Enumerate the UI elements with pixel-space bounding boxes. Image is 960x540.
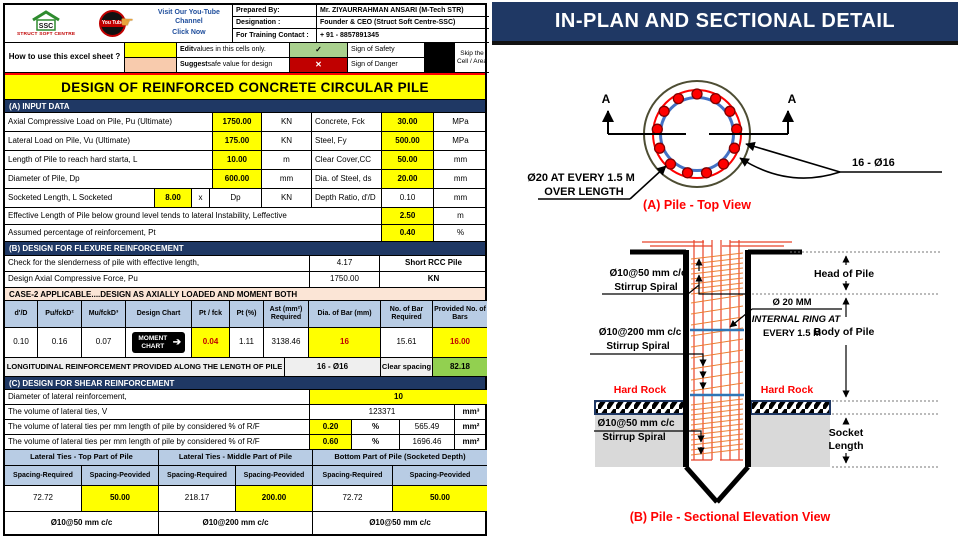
pile-top-view bbox=[527, 81, 942, 212]
moment-chart-label: MOMENT CHART bbox=[138, 335, 168, 350]
legend-notes bbox=[177, 43, 290, 73]
ring-spacing-label-line2: OVER LENGTH bbox=[544, 186, 624, 198]
socketed-row bbox=[5, 189, 485, 208]
depth-ratio-value: 0.10 bbox=[382, 189, 434, 208]
stirrup2-label: Ø10@200 mm c/c bbox=[598, 327, 682, 338]
steel-dia-value[interactable]: 20.00 bbox=[382, 170, 434, 189]
longitudinal-label: LONGITUDINAL REINFORCEMENT PROVIDED ALONG THE LENGTH OF PILE bbox=[5, 358, 285, 377]
ties-pct2-value[interactable]: 0.60 bbox=[310, 435, 352, 450]
ssc-logo bbox=[17, 10, 75, 37]
slenderness-label: Check for the slenderness of pile with effective length, bbox=[5, 256, 310, 272]
socketed-length-label: Socketed Length, L Socketed bbox=[5, 189, 155, 208]
socketed-dp: Dp bbox=[210, 189, 262, 208]
ties-pct1-unit: % bbox=[352, 420, 400, 435]
design-axial-value: 1750.00 bbox=[310, 272, 380, 288]
bot-req-header: Spacing-Required bbox=[313, 466, 393, 486]
col-mu: Mu/fckD³ bbox=[82, 301, 126, 328]
clear-spacing-label: Clear spacing bbox=[381, 358, 433, 377]
socket-length-label-line1: Socket bbox=[828, 427, 864, 439]
elevation-caption: (B) Pile - Sectional Elevation View bbox=[629, 510, 831, 524]
hand-pointer-icon: ☛ bbox=[120, 14, 134, 32]
concrete-label: Concrete, Fck bbox=[312, 113, 382, 132]
top-result: Ø10@50 mm c/c bbox=[5, 512, 159, 534]
mid-req-value: 218.17 bbox=[159, 486, 236, 512]
input-row bbox=[5, 170, 485, 189]
prepared-by-label: Prepared By: bbox=[233, 5, 317, 17]
clear-cover-value[interactable]: 50.00 bbox=[382, 151, 434, 170]
hard-rock-right-label: Hard Rock bbox=[760, 384, 814, 396]
steel-value[interactable]: 500.00 bbox=[382, 132, 434, 151]
steel-unit: MPa bbox=[434, 132, 487, 151]
socket-length-label-line2: Length bbox=[828, 440, 864, 452]
col-provided: Provided No. of Bars bbox=[433, 301, 487, 328]
mid-req-header: Spacing-Required bbox=[159, 466, 236, 486]
pt-value: 1.11 bbox=[230, 328, 264, 358]
ties-subheaders bbox=[5, 466, 485, 486]
legend-block bbox=[5, 43, 485, 73]
lateral-load-unit: KN bbox=[262, 132, 312, 151]
socketed-unit: KN bbox=[262, 189, 312, 208]
ring-spacing-label-line1: Ø20 AT EVERY 1.5 M bbox=[527, 172, 635, 184]
effective-length-unit: m bbox=[434, 208, 487, 225]
input-row bbox=[5, 151, 485, 170]
slenderness-row bbox=[5, 256, 485, 272]
col-design-chart: Design Chart bbox=[126, 301, 192, 328]
rock-strip-left bbox=[595, 401, 684, 414]
clear-spacing-value: 82.18 bbox=[433, 358, 487, 377]
sheet-title: DESIGN OF REINFORCED CONCRETE CIRCULAR PILE bbox=[5, 73, 485, 100]
click-now-link[interactable]: Click Now bbox=[172, 28, 206, 36]
ssc-logo-subtitle: STRUCT SOFT CENTRE bbox=[17, 31, 76, 37]
ties-pct1-label: The volume of lateral ties per mm length of pile by considered % of R/F bbox=[5, 420, 310, 435]
detail-panel bbox=[490, 0, 960, 540]
section-letter-right: A bbox=[787, 92, 797, 106]
visit-line2: Channel bbox=[175, 18, 203, 26]
socketed-length-value[interactable]: 8.00 bbox=[155, 189, 192, 208]
lateral-load-label: Lateral Load on Pile, Vu (Ultimate) bbox=[5, 132, 213, 151]
ties-top-title: Lateral Ties - Top Part of Pile bbox=[5, 450, 159, 466]
youtube-button[interactable] bbox=[99, 10, 133, 37]
ties-volume-label: The volume of lateral ties, V bbox=[5, 405, 310, 420]
axial-load-label: Axial Compressive Load on Pile, Pu (Ultimate) bbox=[5, 113, 213, 132]
axial-load-value[interactable]: 1750.00 bbox=[213, 113, 262, 132]
concrete-value[interactable]: 30.00 bbox=[382, 113, 434, 132]
steel-dia-unit: mm bbox=[434, 170, 487, 189]
pu-value: 0.16 bbox=[38, 328, 82, 358]
provided-bars-value[interactable]: 16.00 bbox=[433, 328, 487, 358]
sign-swatches bbox=[290, 43, 348, 73]
case2-values-row bbox=[5, 328, 485, 358]
stirrup1-sublabel: Stirrup Spiral bbox=[614, 282, 678, 293]
edit-note: values in this cells only. bbox=[193, 46, 266, 54]
pile-length-label: Length of Pile to reach hard starta, L bbox=[5, 151, 213, 170]
arrow-right-icon: ➔ bbox=[172, 337, 182, 348]
ties-pct-row-1 bbox=[5, 420, 485, 435]
lateral-dia-label: Diameter of lateral reinforcement, bbox=[5, 390, 310, 405]
input-row bbox=[5, 132, 485, 151]
ties-pct2-unit: % bbox=[352, 435, 400, 450]
designation-label: Designation : bbox=[233, 17, 317, 29]
dia-bar-value[interactable]: 16 bbox=[309, 328, 381, 358]
slenderness-value: 4.17 bbox=[310, 256, 380, 272]
body-of-pile-label: Body of Pile bbox=[813, 326, 875, 338]
effective-length-value[interactable]: 2.50 bbox=[382, 208, 434, 225]
ast-value: 3138.46 bbox=[264, 328, 309, 358]
visit-line1: Visit Our You-Tube bbox=[157, 9, 220, 17]
stirrup3-sublabel: Stirrup Spiral bbox=[602, 432, 666, 443]
clear-cover-unit: mm bbox=[434, 151, 487, 170]
ring-note-line2: INTERNAL RING AT bbox=[751, 314, 841, 325]
longitudinal-value: 16 - Ø16 bbox=[285, 358, 381, 377]
detail-panel-title: IN-PLAN AND SECTIONAL DETAIL bbox=[492, 2, 958, 45]
bar-count-label: 16 - Ø16 bbox=[852, 157, 895, 169]
col-ptfck: Pt / fck bbox=[192, 301, 230, 328]
socketed-x: x bbox=[192, 189, 210, 208]
sheet-frame bbox=[3, 3, 487, 536]
ties-volume-row bbox=[5, 405, 485, 420]
ssc-logo-text: SSC bbox=[38, 22, 54, 30]
top-prov-value[interactable]: 50.00 bbox=[82, 486, 159, 512]
moment-chart-button[interactable] bbox=[132, 332, 185, 352]
section-letter-left: A bbox=[601, 92, 611, 106]
ties-pct2-result: 1696.46 bbox=[400, 435, 455, 450]
contact-label: For Training Contact : bbox=[233, 29, 317, 43]
legend-swatches bbox=[125, 43, 177, 73]
dd-value: 0.10 bbox=[5, 328, 38, 358]
col-no-bar: No. of Bar Required bbox=[381, 301, 433, 328]
skip-line1: Skip the bbox=[460, 50, 484, 58]
col-dia-bar: Dia. of Bar (mm) bbox=[309, 301, 381, 328]
ties-bottom-title: Bottom Part of Pile (Socketed Depth) bbox=[313, 450, 487, 466]
bot-prov-value[interactable]: 50.00 bbox=[393, 486, 487, 512]
ties-pct-row-2 bbox=[5, 435, 485, 450]
col-ast: Ast (mm²) Required bbox=[264, 301, 309, 328]
ties-results bbox=[5, 512, 485, 534]
rock-strip-right bbox=[751, 401, 830, 414]
top-view-caption: (A) Pile - Top View bbox=[643, 198, 751, 212]
suggest-note: safe value for design bbox=[207, 61, 273, 69]
ties-volume-unit: mm³ bbox=[455, 405, 487, 420]
section-b-header: (B) DESIGN FOR FLEXURE REINFORCEMENT bbox=[5, 242, 485, 256]
effective-length-label: Effective Length of Pile below ground level tends to lateral Instability, Leffective bbox=[5, 208, 382, 225]
design-chart-cell bbox=[126, 328, 192, 358]
case2-header: CASE-2 APPLICABLE....DESIGN AS AXIALLY LOADED AND MOMENT BOTH bbox=[5, 288, 485, 301]
head-of-pile-label: Head of Pile bbox=[813, 268, 875, 280]
assumed-pct-row bbox=[5, 225, 485, 242]
clear-cover-label: Clear Cover,CC bbox=[312, 151, 382, 170]
header-values bbox=[317, 5, 489, 43]
col-dd: d'/D bbox=[5, 301, 38, 328]
col-pu: Pu/fckD² bbox=[38, 301, 82, 328]
ptfck-value[interactable]: 0.04 bbox=[192, 328, 230, 358]
steel-dia-label: Dia. of Steel, ds bbox=[312, 170, 382, 189]
assumed-pct-value[interactable]: 0.40 bbox=[382, 225, 434, 242]
skip-color-swatch bbox=[425, 43, 455, 73]
pile-elevation-view bbox=[590, 240, 940, 524]
top-prov-header: Spacing-Peovided bbox=[82, 466, 159, 486]
concrete-unit: MPa bbox=[434, 113, 487, 132]
pile-diameter-unit: mm bbox=[262, 170, 312, 189]
mid-result: Ø10@200 mm c/c bbox=[159, 512, 313, 534]
ties-pct2-label: The volume of lateral ties per mm length of pile by considered % of R/F bbox=[5, 435, 310, 450]
sign-labels bbox=[348, 43, 425, 73]
mid-prov-value[interactable]: 200.00 bbox=[236, 486, 313, 512]
depth-ratio-label: Depth Ratio, d'/D bbox=[312, 189, 382, 208]
mu-value: 0.07 bbox=[82, 328, 126, 358]
design-axial-row bbox=[5, 272, 485, 288]
check-icon: ✓ bbox=[290, 43, 348, 58]
contact-value: + 91 - 8857891345 bbox=[317, 29, 489, 43]
ties-middle-title: Lateral Ties - Middle Part of Pile bbox=[159, 450, 313, 466]
suggest-word: Suggest bbox=[180, 61, 208, 69]
bar-count-leader bbox=[740, 144, 942, 178]
edit-color-swatch bbox=[125, 43, 177, 58]
pile-length-unit: m bbox=[262, 151, 312, 170]
pile-diameter-label: Diameter of Pile, Dp bbox=[5, 170, 213, 189]
bot-result: Ø10@50 mm c/c bbox=[369, 517, 431, 527]
suggest-color-swatch bbox=[125, 58, 177, 73]
effective-length-row bbox=[5, 208, 485, 225]
assumed-pct-label: Assumed percentage of reinforcement, Pt bbox=[5, 225, 382, 242]
ties-pct1-result: 565.49 bbox=[400, 420, 455, 435]
top-req-header: Spacing-Required bbox=[5, 466, 82, 486]
youtube-visit-text[interactable] bbox=[158, 9, 220, 37]
ties-pct1-value[interactable]: 0.20 bbox=[310, 420, 352, 435]
ring-note-line3: EVERY 1.5 M bbox=[762, 328, 822, 339]
sign-of-danger-label: Sign of Danger bbox=[348, 58, 425, 73]
ties-group-titles bbox=[5, 450, 485, 466]
ties-pct1-result-unit: mm² bbox=[455, 420, 487, 435]
youtube-label: You Tube bbox=[101, 19, 124, 26]
branding-area bbox=[5, 5, 233, 43]
lateral-load-value[interactable]: 175.00 bbox=[213, 132, 262, 151]
depth-ratio-unit: mm bbox=[434, 189, 487, 208]
section-a-header: (A) INPUT DATA bbox=[5, 100, 485, 113]
assumed-pct-unit: % bbox=[434, 225, 487, 242]
pile-diagram bbox=[490, 45, 960, 535]
ties-pct2-result-unit: mm² bbox=[455, 435, 487, 450]
design-axial-label: Design Axial Compressive Force, Pu bbox=[5, 272, 310, 288]
axial-load-unit: KN bbox=[262, 113, 312, 132]
prepared-by-value: Mr. ZIYAURRAHMAN ANSARI (M-Tech STR) bbox=[317, 5, 489, 17]
col-pt: Pt (%) bbox=[230, 301, 264, 328]
header-block bbox=[5, 5, 485, 43]
ties-values bbox=[5, 486, 485, 512]
steel-label: Steel, Fy bbox=[312, 132, 382, 151]
sign-of-safety-label: Sign of Safety bbox=[348, 43, 425, 58]
bot-req-value: 72.72 bbox=[313, 486, 393, 512]
stirrup1-label: Ø10@50 mm c/c bbox=[609, 268, 687, 279]
skip-line2: Cell / Area bbox=[457, 57, 487, 65]
slenderness-result: Short RCC Pile bbox=[380, 256, 487, 272]
bot-prov-header: Spacing-Peovided bbox=[393, 466, 487, 486]
cross-icon: ✕ bbox=[290, 58, 348, 73]
skip-label bbox=[455, 43, 489, 73]
section-c-header: (C) DESIGN FOR SHEAR REINFORCEMENT bbox=[5, 377, 485, 390]
lateral-dia-value[interactable]: 10 bbox=[310, 390, 487, 405]
case2-table-head bbox=[5, 301, 485, 328]
no-bar-value: 15.61 bbox=[381, 328, 433, 358]
longitudinal-row bbox=[5, 358, 485, 377]
stirrup3-label: Ø10@50 mm c/c bbox=[597, 418, 675, 429]
designation-value: Founder & CEO (Struct Soft Centre-SSC) bbox=[317, 17, 489, 29]
edit-word: Edit bbox=[180, 46, 194, 54]
pile-diameter-value[interactable]: 600.00 bbox=[213, 170, 262, 189]
header-labels bbox=[233, 5, 317, 43]
ground-right bbox=[751, 414, 830, 467]
lateral-dia-row bbox=[5, 390, 485, 405]
ssc-house-icon bbox=[29, 10, 63, 32]
pile-length-value[interactable]: 10.00 bbox=[213, 151, 262, 170]
input-row bbox=[5, 113, 485, 132]
design-axial-unit: KN bbox=[380, 272, 487, 288]
section-line bbox=[608, 111, 788, 134]
top-req-value: 72.72 bbox=[5, 486, 82, 512]
ring-note-line1: Ø 20 MM bbox=[772, 297, 812, 308]
how-to-use-label: How to use this excel sheet ? bbox=[5, 43, 125, 73]
hard-rock-left-label: Hard Rock bbox=[613, 384, 667, 396]
stirrup2-sublabel: Stirrup Spiral bbox=[606, 341, 670, 352]
ties-volume-value: 123371 bbox=[310, 405, 455, 420]
mid-prov-header: Spacing-Peovided bbox=[236, 466, 313, 486]
